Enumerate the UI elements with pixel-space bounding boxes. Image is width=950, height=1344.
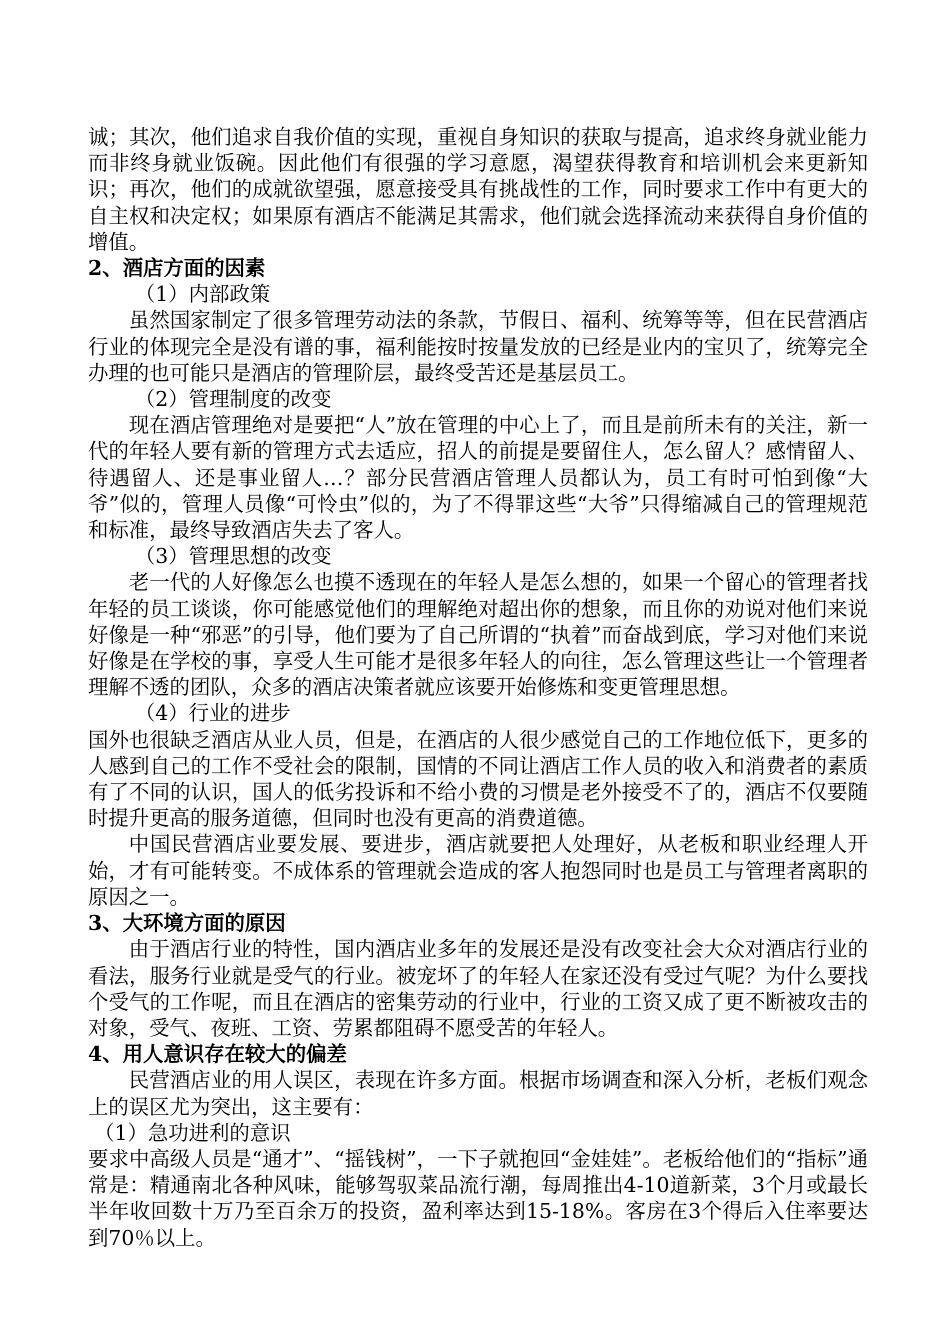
- section-heading-hiring-bias: 4、用人意识存在较大的偏差: [88, 1042, 347, 1067]
- paragraph-environment: 由于酒店行业的特性，国内酒店业多年的发展还是没有改变社会大众对酒店行业的看法，服务行业就是受气的行业。被宠坏了的年轻人在家还没有受过气呢？为什么要找个受气的工作呢，而且在酒店的密集劳动的行业中，行业的工资又成了更不断被攻击的对象，受气、夜班、工资、劳累都阻碍不愿受苦的年轻人。: [88, 937, 868, 1040]
- paragraph-development: 中国民营酒店业要发展、要进步，酒店就要把人处理好，从老板和职业经理人开始，才有可能转变。不成体系的管理就会造成的客人抱怨同时也是员工与管理者离职的原因之一。: [88, 832, 868, 909]
- subheading-management-system: （2）管理制度的改变: [134, 387, 332, 412]
- subheading-industry-progress: （4）行业的进步: [134, 701, 291, 726]
- section-heading-environment: 3、大环境方面的原因: [88, 911, 286, 936]
- paragraph-quick-profit: 要求中高级人员是“通才”、“摇钱树”，一下子就抱回“金娃娃”。老板给他们的“指标”通常是：精通南北各种风味，能够驾驭菜品流行潮，每周推出4-10道新菜，3个月或最长半年收回数十万乃至百余万的投资，盈利率达到15-18%。客房在3个得后入住率要达到70％以上。: [88, 1146, 868, 1250]
- paragraph-industry-progress: 国外也很缺乏酒店从业人员，但是，在酒店的人很少感觉自己的工作地位低下，更多的人感到自己的工作不受社会的限制，国情的不同让酒店工作人员的收入和消费者的素质有了不同的认识，国人的低劣投诉和不给小费的习惯是老外接受不了的，酒店不仅要随时提升更高的服务道德，但同时也没有更高的消费道德。: [88, 727, 868, 831]
- subheading-management-thinking: （3）管理思想的改变: [134, 544, 332, 569]
- section-heading-hotel-factors: 2、酒店方面的因素: [88, 256, 266, 281]
- subheading-internal-policy: （1）内部政策: [134, 282, 271, 307]
- subheading-quick-profit: （1）急功进利的意识: [94, 1120, 291, 1145]
- paragraph-continuation: 诚；其次，他们追求自我价值的实现，重视自身知识的获取与提高，追求终身就业能力而非终身就业饭碗。因此他们有很强的学习意愿，渴望获得教育和培训机会来更新知识；再次，他们的成就欲望强，愿意接受具有挑战性的工作，同时要求工作中有更大的自主权和决定权；如果原有酒店不能满足其需求，他们就会选择流动来获得自身价值的增值。: [88, 125, 868, 254]
- paragraph-hiring-bias: 民营酒店业的用人误区，表现在许多方面。根据市场调查和深入分析，老板们观念上的误区尤为突出，这主要有：: [88, 1068, 868, 1119]
- document-page: [88, 124, 868, 1251]
- paragraph-internal-policy: 虽然国家制定了很多管理劳动法的条款，节假日、福利、统筹等等，但在民营酒店行业的体现完全是没有谱的事，福利能按时按量发放的已经是业内的宝贝了，统筹完全办理的也可能只是酒店的管理阶层，最终受苦还是基层员工。: [88, 308, 868, 385]
- paragraph-management-system: 现在酒店管理绝对是要把“人”放在管理的中心上了，而且是前所未有的关注，新一代的年轻人要有新的管理方式去适应，招人的前提是要留住人，怎么留人？感情留人、待遇留人、还是事业留人…？部分民营酒店管理人员都认为，员工有时可怕到像“大爷”似的，管理人员像“可怜虫”似的，为了不得罪这些“大爷”只得缩减自己的管理规范和标准，最终导致酒店失去了客人。: [88, 413, 868, 543]
- paragraph-management-thinking: 老一代的人好像怎么也摸不透现在的年轻人是怎么想的，如果一个留心的管理者找年轻的员工谈谈，你可能感觉他们的理解绝对超出你的想象，而且你的劝说对他们来说好像是一种“邪恶”的引导，他们要为了自己所谓的“执着”而奋战到底，学习对他们来说好像是在学校的事，享受人生可能才是很多年轻人的向往，怎么管理这些让一个管理者理解不透的团队，众多的酒店决策者就应该要开始修炼和变更管理思想。: [88, 570, 868, 700]
